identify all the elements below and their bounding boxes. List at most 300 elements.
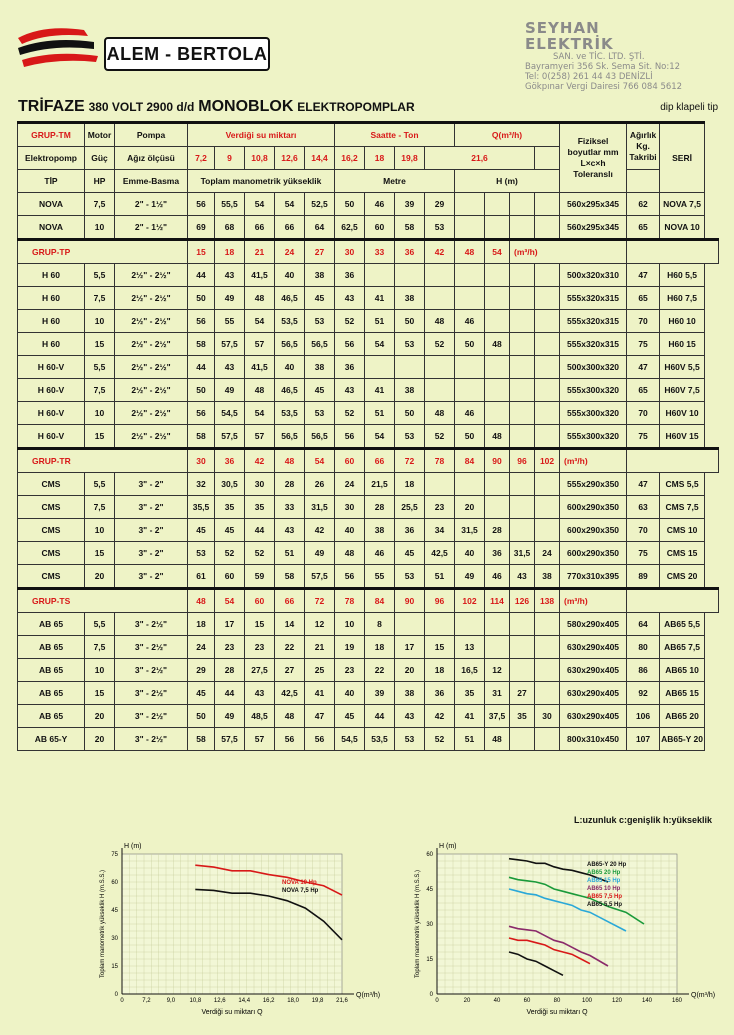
head-value-cell: 21 <box>305 636 335 659</box>
weight-cell: 70 <box>627 402 660 425</box>
head-value-cell <box>510 425 535 449</box>
power-cell: 5,5 <box>85 613 115 636</box>
flow-header-cell: 102 <box>535 449 560 473</box>
dimension-note: L:uzunluk c:genişlik h:yükseklik <box>573 815 712 825</box>
port-size-cell: 2½" - 2½" <box>115 264 188 287</box>
power-cell: 10 <box>85 402 115 425</box>
flow-header-cell: 9 <box>215 147 245 170</box>
x-tick-label: 140 <box>641 998 653 1004</box>
head-value-cell: 64 <box>305 216 335 240</box>
head-value-cell: 49 <box>305 542 335 565</box>
weight-cell: 63 <box>627 496 660 519</box>
table-row <box>18 264 719 287</box>
head-value-cell: 43 <box>215 264 245 287</box>
flow-header-cell: 18 <box>215 240 245 264</box>
dimension-cell: 555x290x350 <box>560 473 627 496</box>
head-value-cell: 25 <box>305 659 335 682</box>
head-value-cell: 38 <box>395 287 425 310</box>
table-row <box>18 613 719 636</box>
x-tick-label: 21,6 <box>336 998 348 1004</box>
head-value-cell: 45 <box>305 379 335 402</box>
head-value-cell <box>510 333 535 356</box>
pump-type-cell: H 60 <box>18 333 85 356</box>
head-value-cell <box>510 473 535 496</box>
pump-type-cell: H 60-V <box>18 425 85 449</box>
flow-header-cell: 48 <box>188 589 215 613</box>
head-value-cell <box>510 728 535 751</box>
pump-type-cell: CMS <box>18 565 85 589</box>
head-value-cell: 49 <box>455 565 485 589</box>
flow-header-cell: 30 <box>188 449 215 473</box>
pump-type-cell: NOVA <box>18 193 85 216</box>
head-value-cell <box>395 356 425 379</box>
flow-header-cell: 54 <box>215 589 245 613</box>
header-cell: Metre <box>335 170 455 193</box>
port-size-cell: 3" - 2½" <box>115 705 188 728</box>
port-size-cell: 2½" - 2½" <box>115 310 188 333</box>
head-value-cell <box>455 193 485 216</box>
series-cell: H60 15 <box>660 333 705 356</box>
flow-header-cell: 15 <box>188 240 215 264</box>
head-value-cell: 15 <box>425 636 455 659</box>
head-value-cell: 56 <box>305 728 335 751</box>
port-size-cell: 3" - 2" <box>115 473 188 496</box>
head-value-cell: 23 <box>425 496 455 519</box>
flow-header-cell: 114 <box>485 589 510 613</box>
series-cell: CMS 5,5 <box>660 473 705 496</box>
head-value-cell <box>485 287 510 310</box>
brand-logo <box>14 22 268 72</box>
head-value-cell: 50 <box>188 379 215 402</box>
head-value-cell <box>535 356 560 379</box>
table-row <box>18 402 719 425</box>
weight-cell: 75 <box>627 542 660 565</box>
head-value-cell: 12 <box>485 659 510 682</box>
table-row <box>18 310 719 333</box>
weight-cell: 62 <box>627 193 660 216</box>
head-value-cell: 54 <box>245 310 275 333</box>
x-tick-label: 80 <box>553 998 561 1004</box>
header-cell: SERİ <box>660 123 705 193</box>
head-value-cell: 20 <box>455 496 485 519</box>
dimension-cell: 560x295x345 <box>560 193 627 216</box>
y-unit-label: H (m) <box>124 843 142 850</box>
head-value-cell <box>485 402 510 425</box>
head-value-cell: 52,5 <box>305 193 335 216</box>
table-row <box>18 356 719 379</box>
dimension-cell: 600x290x350 <box>560 519 627 542</box>
x-tick-label: 60 <box>523 998 531 1004</box>
brand-name: ALEM - BERTOLA <box>104 37 270 71</box>
table-row <box>18 542 719 565</box>
header-cell: TİP <box>18 170 85 193</box>
flow-header-cell: (m³/h) <box>560 449 627 473</box>
port-size-cell: 3" - 2" <box>115 519 188 542</box>
head-value-cell: 58 <box>188 333 215 356</box>
head-value-cell: 57 <box>245 728 275 751</box>
head-value-cell: 28 <box>485 519 510 542</box>
weight-cell: 47 <box>627 264 660 287</box>
head-value-cell: 42,5 <box>275 682 305 705</box>
head-value-cell: 48 <box>485 728 510 751</box>
head-value-cell: 45 <box>215 519 245 542</box>
title-part: TRİFAZE <box>18 98 85 115</box>
pump-type-cell: H 60 <box>18 264 85 287</box>
x-tick-label: 40 <box>493 998 501 1004</box>
head-value-cell: 57 <box>245 425 275 449</box>
header-cell: Fiziksel boyutlar mm L×c×h Toleranslı <box>560 123 627 193</box>
pump-type-cell: CMS <box>18 519 85 542</box>
head-value-cell: 54,5 <box>335 728 365 751</box>
weight-cell: 75 <box>627 333 660 356</box>
series-cell: AB65 15 <box>660 682 705 705</box>
weight-cell: 65 <box>627 379 660 402</box>
power-cell: 5,5 <box>85 473 115 496</box>
head-value-cell: 36 <box>335 264 365 287</box>
series-cell: CMS 20 <box>660 565 705 589</box>
flow-header-cell: 84 <box>365 589 395 613</box>
head-value-cell: 57 <box>245 333 275 356</box>
y-tick-label: 45 <box>426 887 433 893</box>
header-cell: Verdiği su miktarı <box>188 123 335 147</box>
head-value-cell: 52 <box>215 542 245 565</box>
head-value-cell: 26 <box>305 473 335 496</box>
head-value-cell: 38 <box>305 356 335 379</box>
head-value-cell: 48 <box>425 310 455 333</box>
head-value-cell: 46 <box>365 542 395 565</box>
head-value-cell: 40 <box>275 356 305 379</box>
head-value-cell: 49 <box>215 705 245 728</box>
stamp-line: Gökpınar Vergi Dairesi 766 084 5612 <box>525 82 683 92</box>
pump-type-cell: CMS <box>18 496 85 519</box>
head-value-cell: 60 <box>365 216 395 240</box>
head-value-cell: 56 <box>335 425 365 449</box>
series-cell: H60V 10 <box>660 402 705 425</box>
flow-header-cell: 30 <box>335 240 365 264</box>
flow-header-cell: 84 <box>455 449 485 473</box>
header-cell: Güç <box>85 147 115 170</box>
head-value-cell: 50 <box>188 705 215 728</box>
head-value-cell: 46 <box>455 310 485 333</box>
stamp-line: SEYHAN ELEKTRİK <box>525 19 614 53</box>
table-row <box>18 473 719 496</box>
y-tick-label: 45 <box>111 908 118 914</box>
flow-header-cell: 60 <box>245 589 275 613</box>
head-value-cell: 18 <box>365 636 395 659</box>
head-value-cell <box>455 473 485 496</box>
x-tick-label: 18,0 <box>287 998 299 1004</box>
head-value-cell <box>485 216 510 240</box>
head-value-cell: 27 <box>275 659 305 682</box>
head-value-cell: 50 <box>455 333 485 356</box>
head-value-cell: 39 <box>365 682 395 705</box>
head-value-cell <box>455 216 485 240</box>
head-value-cell <box>425 287 455 310</box>
pump-type-cell: AB 65 <box>18 682 85 705</box>
head-value-cell: 62,5 <box>335 216 365 240</box>
flow-header-cell: 138 <box>535 589 560 613</box>
head-value-cell: 23 <box>335 659 365 682</box>
power-cell: 20 <box>85 728 115 751</box>
pump-type-cell: AB 65 <box>18 636 85 659</box>
legend-entry: AB65 20 Hp <box>587 870 621 876</box>
pump-type-cell: H 60 <box>18 310 85 333</box>
head-value-cell: 27 <box>510 682 535 705</box>
head-value-cell: 30 <box>245 473 275 496</box>
dimension-cell: 500x320x310 <box>560 264 627 287</box>
head-value-cell: 31,5 <box>510 542 535 565</box>
head-value-cell: 46 <box>455 402 485 425</box>
head-value-cell: 27,5 <box>245 659 275 682</box>
head-value-cell: 41 <box>365 379 395 402</box>
legend-entry: AB65 5,5 Hp <box>587 902 623 908</box>
head-value-cell <box>395 264 425 287</box>
x-tick-label: 160 <box>671 998 683 1004</box>
head-value-cell: 8 <box>365 613 395 636</box>
head-value-cell: 45 <box>335 705 365 728</box>
flow-header-cell: 90 <box>485 449 510 473</box>
flow-header-cell: 54 <box>485 240 510 264</box>
pump-type-cell: H 60-V <box>18 402 85 425</box>
head-value-cell: 56,5 <box>275 425 305 449</box>
head-value-cell: 56,5 <box>305 425 335 449</box>
pump-type-cell: H 60-V <box>18 379 85 402</box>
head-value-cell: 42 <box>305 519 335 542</box>
power-cell: 10 <box>85 216 115 240</box>
y-tick-label: 60 <box>111 880 118 886</box>
head-value-cell <box>485 193 510 216</box>
chart-svg <box>90 842 381 1022</box>
power-cell: 15 <box>85 333 115 356</box>
head-value-cell: 38 <box>535 565 560 589</box>
port-size-cell: 3" - 2" <box>115 565 188 589</box>
head-value-cell <box>510 310 535 333</box>
head-value-cell <box>485 473 510 496</box>
head-value-cell: 48 <box>485 333 510 356</box>
head-value-cell: 47 <box>305 705 335 728</box>
head-value-cell: 53 <box>305 402 335 425</box>
x-tick-label: 10,8 <box>189 998 202 1004</box>
flow-header-cell: 27 <box>305 240 335 264</box>
flow-header-cell: 72 <box>305 589 335 613</box>
power-cell: 10 <box>85 519 115 542</box>
head-value-cell: 53 <box>395 425 425 449</box>
subtitle-right: dip klapeli tip <box>660 102 718 113</box>
x-tick-label: 16,2 <box>262 998 275 1004</box>
head-value-cell <box>485 310 510 333</box>
y-tick-label: 75 <box>111 852 118 858</box>
head-value-cell <box>455 287 485 310</box>
pump-type-cell: AB 65 <box>18 705 85 728</box>
head-value-cell: 46,5 <box>275 379 305 402</box>
head-value-cell: 35 <box>510 705 535 728</box>
chart-nova <box>90 842 381 1022</box>
x-tick-label: 100 <box>581 998 593 1004</box>
head-value-cell: 36 <box>485 542 510 565</box>
header-row <box>18 123 719 147</box>
head-value-cell: 22 <box>365 659 395 682</box>
flow-header-cell: 102 <box>455 589 485 613</box>
head-value-cell: 49 <box>215 379 245 402</box>
head-value-cell: 30,5 <box>215 473 245 496</box>
port-size-cell: 3" - 2½" <box>115 613 188 636</box>
series-cell: NOVA 7,5 <box>660 193 705 216</box>
table-body <box>18 123 719 751</box>
table-row <box>18 193 719 216</box>
pump-type-cell: AB 65-Y <box>18 728 85 751</box>
legend-entry: NOVA 7,5 Hp <box>282 888 319 894</box>
group-label: GRUP-TS <box>18 589 188 613</box>
dimension-cell: 555x300x320 <box>560 379 627 402</box>
dealer-stamp <box>525 19 685 92</box>
table-row <box>18 636 719 659</box>
head-value-cell: 37,5 <box>485 705 510 728</box>
head-value-cell: 52 <box>425 425 455 449</box>
header-cell <box>627 170 660 193</box>
head-value-cell: 57,5 <box>215 728 245 751</box>
head-value-cell: 42,5 <box>425 542 455 565</box>
flow-header-cell: 96 <box>425 589 455 613</box>
head-value-cell <box>510 193 535 216</box>
head-value-cell <box>455 264 485 287</box>
dimension-cell: 555x320x315 <box>560 333 627 356</box>
title-part: 380 VOLT 2900 d/d <box>88 100 195 114</box>
pump-type-cell: CMS <box>18 473 85 496</box>
series-cell: H60V 7,5 <box>660 379 705 402</box>
flow-header-cell: 48 <box>275 449 305 473</box>
head-value-cell: 43 <box>335 379 365 402</box>
header-cell: Pompa <box>115 123 188 147</box>
head-value-cell <box>535 519 560 542</box>
port-size-cell: 3" - 2½" <box>115 728 188 751</box>
dimension-cell: 800x310x450 <box>560 728 627 751</box>
head-value-cell: 55 <box>365 565 395 589</box>
head-value-cell: 56 <box>188 310 215 333</box>
head-value-cell: 40 <box>275 264 305 287</box>
head-value-cell <box>485 636 510 659</box>
head-value-cell <box>510 402 535 425</box>
port-size-cell: 2" - 1½" <box>115 193 188 216</box>
head-value-cell: 41,5 <box>245 356 275 379</box>
flow-header-cell: 21,6 <box>425 147 535 170</box>
table-row <box>18 333 719 356</box>
power-cell: 15 <box>85 542 115 565</box>
head-value-cell <box>485 356 510 379</box>
head-value-cell: 28 <box>365 496 395 519</box>
dimension-cell: 555x300x320 <box>560 425 627 449</box>
flow-header-cell: 72 <box>395 449 425 473</box>
head-value-cell <box>425 379 455 402</box>
head-value-cell: 53 <box>425 216 455 240</box>
head-value-cell: 25,5 <box>395 496 425 519</box>
x-tick-label: 7,2 <box>142 998 151 1004</box>
head-value-cell: 38 <box>395 682 425 705</box>
head-value-cell <box>535 613 560 636</box>
pump-type-cell: CMS <box>18 542 85 565</box>
legend-entry: AB65 10 Hp <box>587 886 621 892</box>
flow-header-cell: 33 <box>365 240 395 264</box>
head-value-cell <box>510 379 535 402</box>
head-value-cell: 54 <box>365 425 395 449</box>
head-value-cell: 48 <box>485 425 510 449</box>
head-value-cell <box>365 264 395 287</box>
stamp-line: Bayramyeri 356 Sk. Sema Sit. No:12 <box>525 62 681 72</box>
head-value-cell: 69 <box>188 216 215 240</box>
head-value-cell: 50 <box>455 425 485 449</box>
head-value-cell: 66 <box>275 216 305 240</box>
head-value-cell: 40 <box>455 542 485 565</box>
chart-svg <box>405 842 716 1022</box>
x-axis-label: Verdiği su miktarı Q <box>526 1009 588 1016</box>
power-cell: 7,5 <box>85 287 115 310</box>
dimension-cell: 560x295x345 <box>560 216 627 240</box>
head-value-cell: 53 <box>395 565 425 589</box>
legend-entry: AB65 7,5 Hp <box>587 894 623 900</box>
dimension-cell: 630x290x405 <box>560 659 627 682</box>
head-value-cell <box>535 333 560 356</box>
title-part: ELEKTROPOMPLAR <box>297 100 415 114</box>
head-value-cell: 17 <box>395 636 425 659</box>
head-value-cell: 53,5 <box>365 728 395 751</box>
head-value-cell: 58 <box>395 216 425 240</box>
head-value-cell: 40 <box>335 682 365 705</box>
head-value-cell <box>510 264 535 287</box>
series-cell: AB65-Y 20 <box>660 728 705 751</box>
power-cell: 7,5 <box>85 496 115 519</box>
head-value-cell <box>455 613 485 636</box>
group-label: GRUP-TP <box>18 240 188 264</box>
head-value-cell: 36 <box>395 519 425 542</box>
header-cell: Motor <box>85 123 115 147</box>
port-size-cell: 2½" - 2½" <box>115 402 188 425</box>
table-row <box>18 705 719 728</box>
power-cell: 15 <box>85 682 115 705</box>
header-cell: Ağırlık Kg. Takribi <box>627 123 660 170</box>
head-value-cell: 58 <box>275 565 305 589</box>
head-value-cell: 54 <box>275 193 305 216</box>
power-cell: 20 <box>85 705 115 728</box>
weight-cell: 47 <box>627 473 660 496</box>
dimension-cell: 580x290x405 <box>560 613 627 636</box>
head-value-cell: 33 <box>275 496 305 519</box>
flow-header-cell: 18 <box>365 147 395 170</box>
group-header-row <box>18 240 719 264</box>
head-value-cell: 35 <box>245 496 275 519</box>
y-tick-label: 60 <box>426 852 433 858</box>
flow-header-cell: 36 <box>395 240 425 264</box>
flow-header-cell: 90 <box>395 589 425 613</box>
head-value-cell <box>510 496 535 519</box>
head-value-cell: 10 <box>335 613 365 636</box>
head-value-cell <box>535 310 560 333</box>
head-value-cell <box>535 496 560 519</box>
series-cell: H60V 5,5 <box>660 356 705 379</box>
head-value-cell: 56 <box>275 728 305 751</box>
y-tick-label: 0 <box>114 992 118 998</box>
flow-header-cell: 42 <box>245 449 275 473</box>
head-value-cell: 38 <box>365 519 395 542</box>
dimension-cell: 600x290x350 <box>560 542 627 565</box>
weight-cell: 64 <box>627 613 660 636</box>
table-row <box>18 379 719 402</box>
head-value-cell: 48 <box>335 542 365 565</box>
power-cell: 7,5 <box>85 636 115 659</box>
head-value-cell: 41 <box>455 705 485 728</box>
header-cell <box>627 449 719 473</box>
head-value-cell: 51 <box>275 542 305 565</box>
head-value-cell <box>455 379 485 402</box>
head-value-cell: 48 <box>275 705 305 728</box>
